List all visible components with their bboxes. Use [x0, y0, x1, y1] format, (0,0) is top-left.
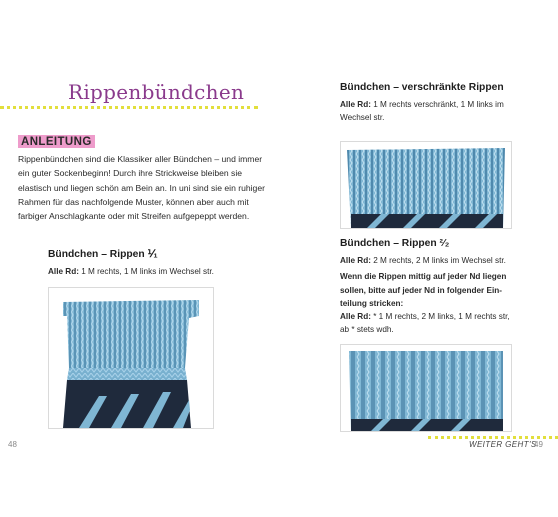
sock-illustration [341, 345, 511, 431]
note-line: sollen, bitte auf jeder Nd in folgender Ein- [340, 285, 502, 295]
photo-twisted-rib-sock [340, 141, 512, 229]
page-title: Rippenbündchen [68, 80, 245, 104]
instruction-text: 1 M rechts verschränkt, 1 M links im [370, 100, 504, 109]
instruction-text: Wechsel str. [340, 113, 385, 123]
page-number-left: 48 [8, 440, 17, 449]
page-number-right: 49 [534, 440, 543, 449]
intro-line: ein guter Sockenbeginn! Durch ihre Strickweise bleiben sie [18, 168, 243, 179]
round-label: Alle Rd: [48, 267, 79, 276]
intro-line: Rippenbündchen sind die Klassiker aller Bündchen – und immer [18, 154, 263, 164]
intro-line: farbiger Anschlagkante oder mit Streifen aufgepeppt werden. [18, 211, 250, 222]
note-line: teilung stricken: [340, 298, 404, 308]
sock-illustration [341, 142, 511, 228]
photo-rib-2x2-sock [340, 344, 512, 432]
section-heading-rib-1x1: Bündchen – Rippen ⅟₁ [48, 249, 158, 260]
instruction-text: 2 M rechts, 2 M links im Wechsel str. [370, 256, 506, 265]
section-instruction-rib-1x1 [48, 265, 214, 278]
footer-dotted-rule [428, 436, 558, 439]
instruction-text: 1 M rechts, 1 M links im Wechsel str. [78, 267, 214, 276]
section-heading-twisted-rib: Bündchen – verschränkte Rippen [340, 82, 504, 93]
instruction-badge: ANLEITUNG [18, 135, 95, 148]
round-label: Alle Rd: [340, 256, 371, 265]
section-heading-rib-2x2: Bündchen – Rippen ²⁄₂ [340, 238, 450, 249]
title-dotted-rule [0, 106, 258, 109]
section-instruction-twisted-rib [340, 98, 504, 125]
photo-rib-1x1-sock [48, 287, 214, 429]
intro-paragraph [18, 152, 268, 223]
instruction-text: ab * stets wdh. [340, 325, 394, 335]
note-line: Wenn die Rippen mittig auf jeder Nd liegen [340, 272, 507, 282]
section-instruction-rib-2x2 [340, 254, 540, 337]
instruction-text: * 1 M rechts, 2 M links, 1 M rechts str, [370, 312, 510, 322]
intro-line: elastisch und liegen schön am Bein an. In uni sind sie ein ruhiger [18, 182, 265, 193]
round-label: Alle Rd: [340, 100, 371, 109]
continue-label: WEITER GEHT'S [469, 440, 537, 449]
intro-line: Rahmen für das nachfolgende Muster, können aber auch mit [18, 196, 249, 207]
round-label: Alle Rd: [340, 312, 371, 322]
sock-illustration [49, 288, 213, 428]
